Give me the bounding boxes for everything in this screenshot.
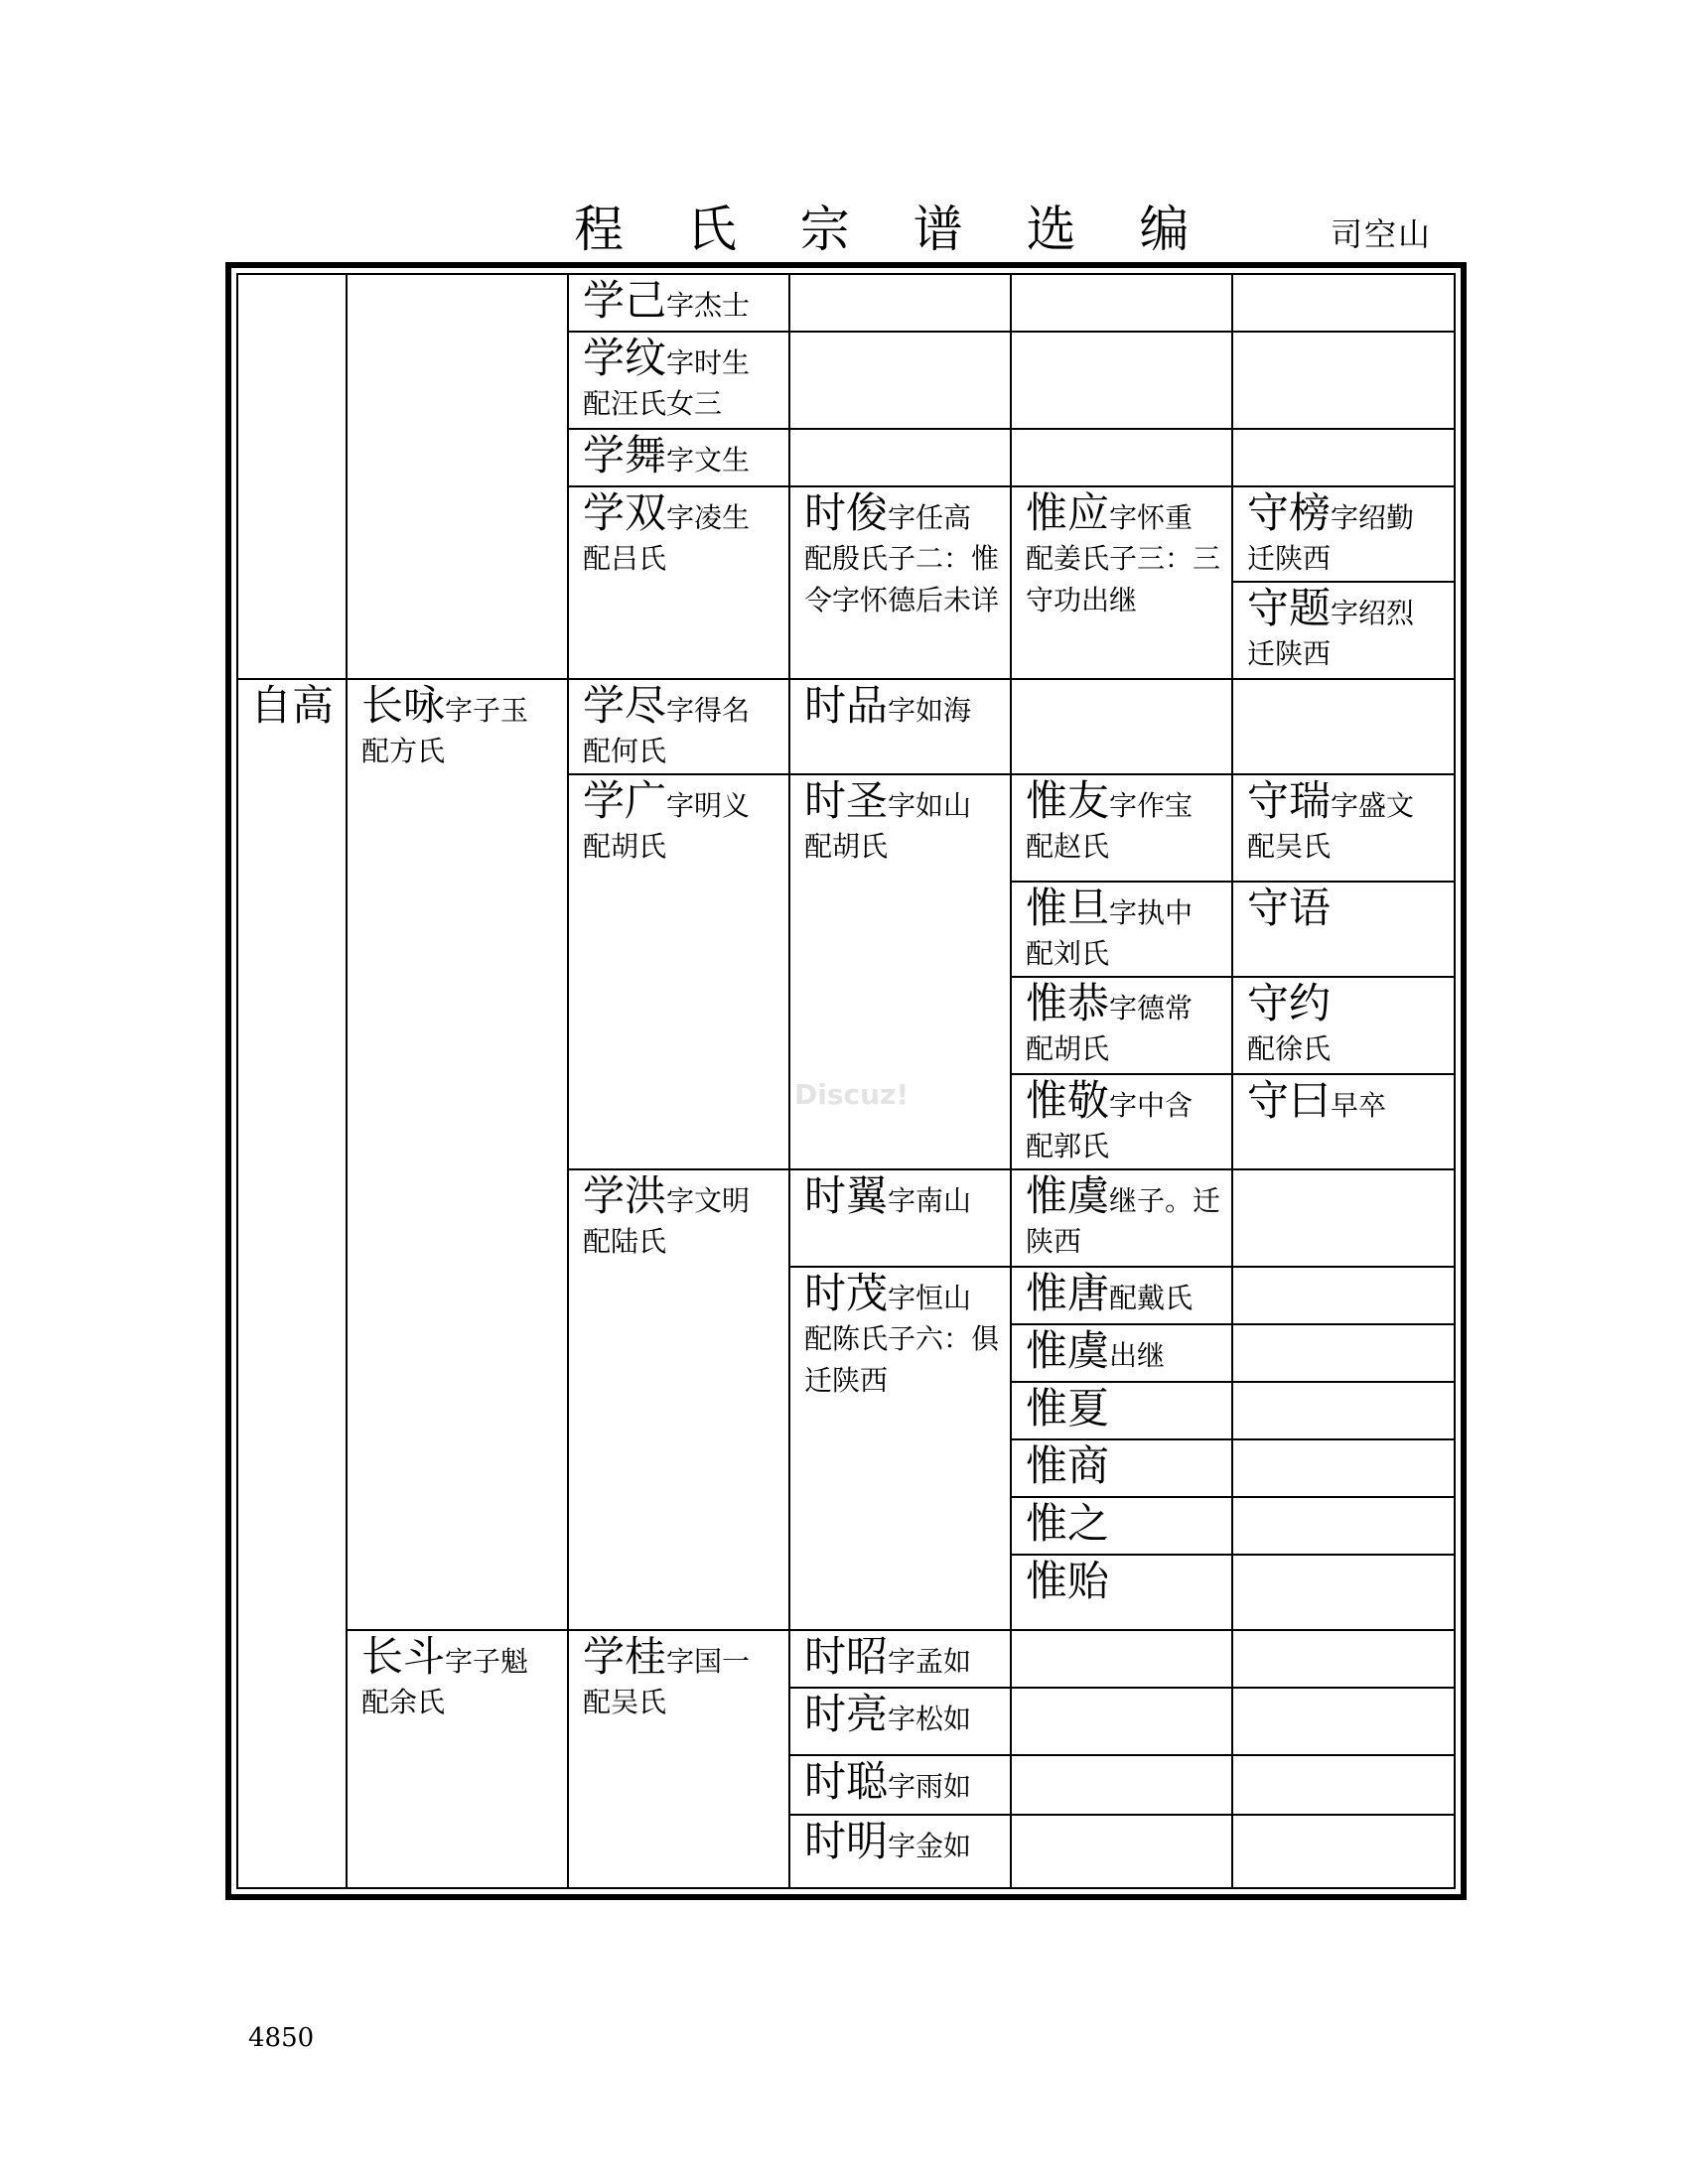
person-name: 时翼 [804, 1171, 889, 1220]
row-divider [1010, 1323, 1456, 1325]
person-name: 学桂 [583, 1632, 667, 1681]
entry-note: 配胡氏 [583, 830, 667, 863]
person-name: 时昭 [804, 1632, 889, 1681]
entry-note: 配徐氏 [1247, 1032, 1332, 1065]
courtesy-name: 配戴氏 [1109, 1282, 1194, 1314]
courtesy-name: 字明义 [666, 789, 751, 822]
entry-cell [1247, 1076, 1454, 1126]
row-divider [567, 485, 1456, 487]
entry-cell [804, 1632, 1008, 1682]
person-name: 学舞 [583, 431, 667, 479]
entry-cell [1247, 979, 1454, 1070]
courtesy-name: 字绍烈 [1331, 597, 1415, 629]
row-divider [567, 773, 1456, 775]
courtesy-name: 字绍勤 [1331, 501, 1415, 534]
person-name: 时茂 [804, 1269, 889, 1317]
courtesy-name: 字怀重 [1109, 501, 1194, 534]
entry-note: 配吴氏 [583, 1686, 667, 1718]
person-name: 惟恭 [1026, 979, 1110, 1027]
person-name: 守瑞 [1247, 776, 1332, 825]
entry-cell [1247, 776, 1454, 868]
row-divider [567, 1168, 1456, 1170]
entry-cell [583, 681, 786, 772]
entry-cell [583, 1171, 786, 1263]
person-name: 守约 [1247, 979, 1332, 1027]
courtesy-name: 字子魁 [445, 1645, 529, 1678]
entry-note: 配胡氏 [804, 830, 889, 863]
courtesy-name: 字德常 [1109, 992, 1194, 1024]
death-note: 早卒 [1331, 1089, 1387, 1122]
courtesy-name: 字文生 [666, 444, 751, 477]
person-name: 时品 [804, 681, 889, 730]
courtesy-name: 字金如 [888, 1830, 972, 1862]
row-divider [788, 1687, 1456, 1689]
courtesy-name: 字执中 [1109, 896, 1194, 929]
entry-note: 配陆氏 [583, 1225, 667, 1258]
courtesy-name: 字雨如 [888, 1770, 972, 1803]
courtesy-name: 字凌生 [666, 501, 751, 534]
column-divider [346, 273, 348, 1889]
person-name: 守题 [1247, 584, 1332, 632]
entry-cell [583, 276, 786, 326]
entry-note: 配胡氏 [1026, 1032, 1110, 1065]
person-name: 守榜 [1247, 488, 1332, 537]
entry-cell [1026, 1557, 1229, 1606]
courtesy-name: 字子玉 [445, 694, 529, 727]
row-divider [1010, 976, 1456, 978]
row-divider [1010, 1438, 1456, 1440]
row-divider [1231, 581, 1456, 583]
entry-cell [1247, 884, 1454, 933]
entry-cell [804, 1757, 1008, 1807]
entry-cell [250, 681, 342, 731]
person-name: 惟贻 [1026, 1557, 1110, 1605]
entry-note: 配吕氏 [583, 542, 667, 575]
courtesy-name: 字得名 [666, 694, 751, 727]
entry-cell [1026, 1171, 1229, 1263]
courtesy-name: 继子。迁 [1109, 1184, 1221, 1217]
person-name: 惟虞 [1026, 1171, 1110, 1220]
entry-cell [1026, 776, 1229, 868]
row-divider [788, 1754, 1456, 1756]
entry-cell [1026, 1499, 1229, 1549]
courtesy-name: 字孟如 [888, 1645, 972, 1678]
entry-note: 配方氏 [361, 735, 446, 767]
entry-cell [1026, 1326, 1229, 1376]
entry-cell [1026, 979, 1229, 1070]
courtesy-name: 字盛文 [1331, 789, 1415, 822]
courtesy-name: 字如海 [888, 694, 972, 727]
person-name: 学纹 [583, 334, 667, 382]
person-name: 守曰 [1247, 1076, 1332, 1125]
courtesy-name: 字南山 [888, 1184, 972, 1217]
entry-note: 配赵氏 [1026, 830, 1110, 863]
courtesy-name: 字松如 [888, 1703, 972, 1735]
person-name: 时俊 [804, 488, 889, 537]
courtesy-name: 字国一 [666, 1645, 751, 1678]
entry-cell [1026, 1441, 1229, 1491]
entry-cell [361, 681, 565, 772]
entry-note: 配陈氏子六：俱迁陕西 [804, 1322, 1000, 1397]
entry-note: 配郭氏 [1026, 1130, 1110, 1162]
person-name: 时亮 [804, 1690, 889, 1738]
entry-note: 迁陕西 [1247, 637, 1332, 670]
courtesy-name: 字如山 [888, 789, 972, 822]
person-name: 学双 [583, 488, 667, 537]
courtesy-name: 字恒山 [888, 1282, 972, 1314]
person-name: 学洪 [583, 1171, 667, 1220]
person-name: 惟之 [1026, 1499, 1110, 1548]
column-divider [1231, 273, 1233, 1889]
row-divider [1010, 1381, 1456, 1383]
entry-cell [583, 1632, 786, 1723]
row-divider [788, 1814, 1456, 1816]
row-divider [346, 1629, 1456, 1631]
person-name: 自高 [250, 681, 335, 730]
courtesy-name: 字时生 [666, 346, 751, 379]
entry-cell [804, 1817, 1008, 1866]
courtesy-name: 字任高 [888, 501, 972, 534]
person-name: 学己 [583, 276, 667, 325]
person-name: 学广 [583, 776, 667, 825]
entry-cell [1026, 884, 1229, 975]
entry-cell [804, 488, 1008, 621]
courtesy-name: 字中含 [1109, 1089, 1194, 1122]
courtesy-name: 字杰士 [666, 289, 751, 322]
person-name: 惟商 [1026, 1441, 1110, 1490]
entry-note: 配汪氏女三 [583, 387, 723, 420]
row-divider [567, 331, 1456, 333]
person-name: 惟旦 [1026, 884, 1110, 932]
page-subtitle: 司空山 [1331, 215, 1433, 253]
entry-cell [583, 334, 786, 425]
entry-note: 迁陕西 [1247, 542, 1332, 575]
entry-cell [804, 1690, 1008, 1739]
courtesy-name: 出继 [1109, 1339, 1166, 1372]
entry-cell [361, 1632, 565, 1723]
row-divider [1010, 1073, 1456, 1075]
entry-note: 配吴氏 [1247, 830, 1332, 863]
row-divider [788, 1266, 1456, 1268]
entry-cell [1247, 584, 1454, 675]
watermark: Discuz! [794, 1078, 910, 1111]
row-divider [1010, 881, 1456, 883]
entry-cell [1026, 1076, 1229, 1167]
person-name: 惟夏 [1026, 1384, 1110, 1433]
page-number: 4850 [248, 2023, 315, 2053]
entry-cell [804, 1269, 1008, 1402]
entry-cell [1026, 488, 1229, 621]
courtesy-name: 字文明 [666, 1184, 751, 1217]
entry-cell [1026, 1269, 1229, 1318]
entry-cell [804, 776, 1008, 868]
column-divider [788, 273, 790, 1889]
entry-cell [583, 488, 786, 580]
entry-cell [1247, 488, 1454, 580]
person-name: 时圣 [804, 776, 889, 825]
column-divider [567, 273, 569, 1889]
entry-cell [583, 431, 786, 480]
row-divider [1010, 1554, 1456, 1556]
person-name: 惟虞 [1026, 1326, 1110, 1375]
entry-cell [804, 1171, 1008, 1221]
person-name: 惟唐 [1026, 1269, 1110, 1317]
row-divider [567, 428, 1456, 430]
person-name: 惟应 [1026, 488, 1110, 537]
column-divider [1010, 273, 1012, 1889]
entry-note: 配余氏 [361, 1686, 446, 1718]
entry-note: 配何氏 [583, 735, 667, 767]
person-name: 时聪 [804, 1757, 889, 1806]
person-name: 长咏 [361, 681, 446, 730]
person-name: 守语 [1247, 884, 1332, 932]
entry-cell [1026, 1384, 1229, 1433]
entry-note: 配姜氏子三：三守功出继 [1026, 542, 1221, 616]
person-name: 惟敬 [1026, 1076, 1110, 1125]
row-divider [236, 678, 1456, 680]
entry-note: 陕西 [1026, 1225, 1082, 1258]
courtesy-name: 字作宝 [1109, 789, 1194, 822]
person-name: 长斗 [361, 1632, 446, 1681]
entry-note: 配殷氏子二：惟令字怀德后未详 [804, 542, 1000, 616]
person-name: 时明 [804, 1817, 889, 1865]
entry-cell [804, 681, 1008, 731]
entry-note: 配刘氏 [1026, 937, 1110, 970]
page-title: 程 氏 宗 谱 选 编 [574, 201, 1213, 258]
person-name: 学尽 [583, 681, 667, 730]
row-divider [1010, 1496, 1456, 1498]
person-name: 惟友 [1026, 776, 1110, 825]
entry-cell [583, 776, 786, 868]
